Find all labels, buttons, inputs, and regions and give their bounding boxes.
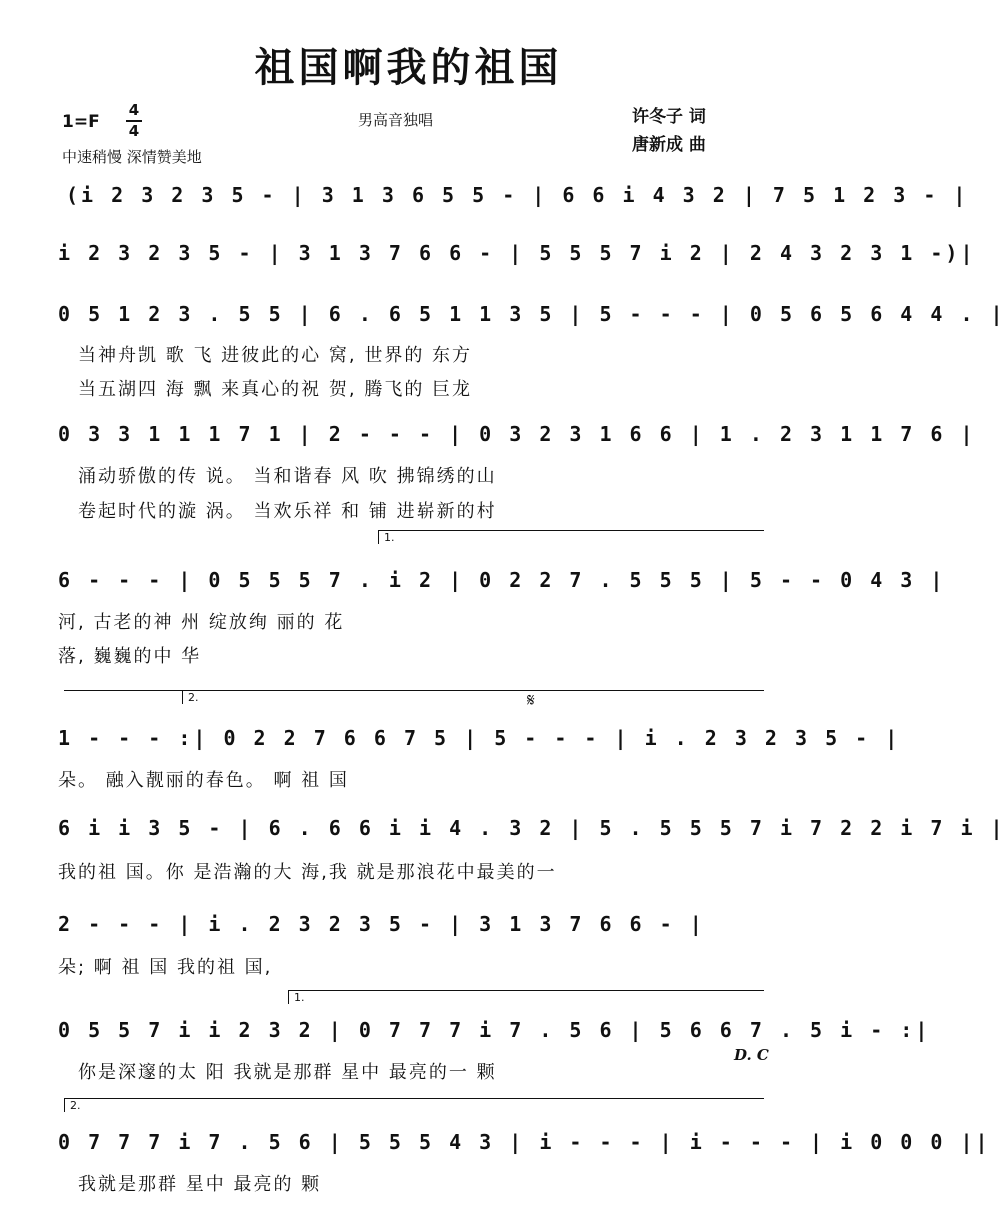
volta-1-label: 1. <box>384 531 395 544</box>
lyricist-credit: 许冬子 词 <box>632 107 706 127</box>
volta-1-tick <box>378 530 379 544</box>
notation-row-6: 1 - - - :| 0 2 2 7 6 6 7 5 | 5 - - - | i . 2 3 2 3 5 - | <box>58 726 901 750</box>
key-signature: 1=F <box>62 112 100 132</box>
da-capo-marking: D. C <box>734 1046 769 1064</box>
volta-2-bracket <box>64 690 764 691</box>
notation-row-2: i 2 3 2 3 5 - | 3 1 3 7 6 6 - | 5 5 5 7 i 2 | 2 4 3 2 3 1 -)| <box>58 241 976 265</box>
time-signature <box>126 102 142 140</box>
lyric-row-5-verse-2: 落, 巍巍的中 华 <box>58 646 202 667</box>
composer-credit: 唐新成 曲 <box>632 135 706 155</box>
lyric-row-6: 朵。 融入靓丽的春色。 啊 祖 国 <box>58 770 349 791</box>
lyric-row-5-verse-1: 河, 古老的神 州 绽放绚 丽的 花 <box>58 612 345 633</box>
lyric-row-3-verse-2: 当五湖四 海 飘 来真心的祝 贺, 腾飞的 巨龙 <box>78 379 473 400</box>
segno-icon: 𝄋 <box>527 690 535 711</box>
notation-row-10: 0 7 7 7 i 7 . 5 6 | 5 5 5 4 3 | i - - - | i - - - | i 0 0 0 || <box>58 1130 991 1154</box>
volta-2-label: 2. <box>188 691 199 704</box>
lyric-row-9: 你是深邃的太 阳 我就是那群 星中 最亮的一 颗 <box>78 1062 497 1083</box>
volta-2b-bracket <box>64 1098 764 1099</box>
volta-2b-label: 2. <box>70 1099 81 1112</box>
volta-2b-tick <box>64 1098 65 1112</box>
notation-row-8: 2 - - - | i . 2 3 2 3 5 - | 3 1 3 7 6 6 - | <box>58 912 705 936</box>
lyric-row-4-verse-1: 涌动骄傲的传 说。 当和谐春 风 吹 拂锦绣的山 <box>78 466 497 487</box>
lyric-row-10: 我就是那群 星中 最亮的 颗 <box>78 1174 322 1195</box>
lyric-row-4-verse-2: 卷起时代的漩 涡。 当欢乐祥 和 铺 进崭新的村 <box>78 501 497 522</box>
lyric-row-7: 我的祖 国。你 是浩瀚的大 海,我 就是那浪花中最美的一 <box>58 862 557 883</box>
notation-row-5: 6 - - - | 0 5 5 5 7 . i 2 | 0 2 2 7 . 5 5 5 | 5 - - 0 4 3 | <box>58 568 946 592</box>
notation-row-9: 0 5 5 7 i i 2 3 2 | 0 7 7 7 i 7 . 5 6 | 5 6 6 7 . 5 i - :| <box>58 1018 931 1042</box>
notation-row-4: 0 3 3 1 1 1 7 1 | 2 - - - | 0 3 2 3 1 6 6 | 1 . 2 3 1 1 7 6 | <box>58 422 976 446</box>
notation-row-1: (i 2 3 2 3 5 - | 3 1 3 6 5 5 - | 6 6 i 4 3 2 | 7 5 1 2 3 - | <box>66 183 969 207</box>
volta-2-tick <box>182 690 183 704</box>
volta-1b-label: 1. <box>294 991 305 1004</box>
time-signature-top: 4 <box>128 101 140 119</box>
volta-1b-tick <box>288 990 289 1004</box>
notation-row-7: 6 i i 3 5 - | 6 . 6 6 i i 4 . 3 2 | 5 . 5 5 5 7 i 7 2 2 i 7 i | <box>58 816 1006 840</box>
lyric-row-8: 朵; 啊 祖 国 我的祖 国, <box>58 957 273 978</box>
notation-row-3: 0 5 1 2 3 . 5 5 | 6 . 6 5 1 1 3 5 | 5 - - - | 0 5 6 5 6 4 4 . | <box>58 302 1006 326</box>
lyric-row-3-verse-1: 当神舟凯 歌 飞 进彼此的心 窝, 世界的 东方 <box>78 345 473 366</box>
volta-1-bracket <box>378 530 764 531</box>
volta-1b-bracket <box>288 990 764 991</box>
time-signature-bottom: 4 <box>128 122 140 140</box>
performer-label: 男高音独唱 <box>358 111 434 129</box>
song-title: 祖国啊我的祖国 <box>254 45 563 91</box>
tempo-marking: 中速稍慢 深情赞美地 <box>62 148 202 166</box>
